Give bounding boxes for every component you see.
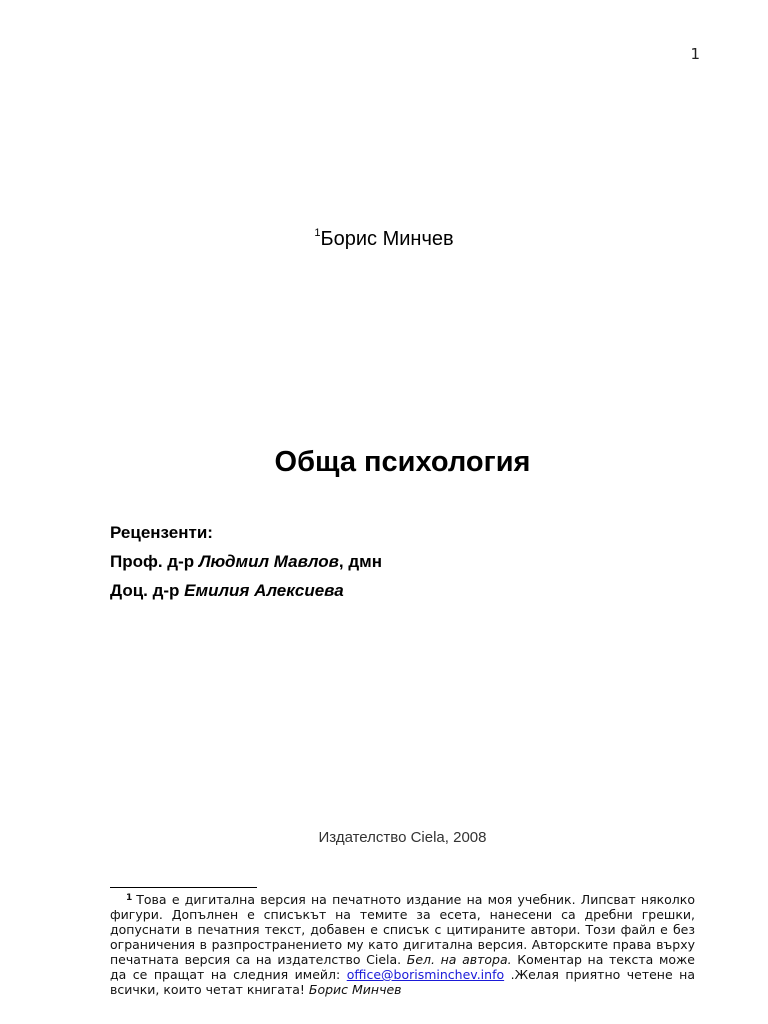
- footnote-closing: .Желая приятно четене на всички, които четат книгата!: [110, 967, 695, 997]
- footnote-separator: [110, 887, 257, 888]
- page-number: 1: [690, 45, 700, 63]
- reviewer-second: [110, 576, 382, 605]
- footnote: [110, 892, 695, 997]
- author-footnote-marker[interactable]: 1: [314, 227, 321, 239]
- footnote-marker: 1: [126, 893, 133, 903]
- footnote-note-label: Бел. на автора.: [406, 952, 512, 967]
- footnote-email-link[interactable]: office@borisminchev.info: [346, 967, 505, 982]
- reviewers-heading: Рецензенти:: [110, 523, 213, 542]
- author-line: [0, 228, 768, 251]
- reviewers-block: [110, 518, 382, 605]
- reviewer-second-title: Доц. д-р: [110, 581, 185, 600]
- footnote-signature: Борис Минчев: [308, 982, 402, 997]
- reviewer-second-name: Емилия Алексиева: [184, 581, 344, 600]
- book-title: Обща психология: [274, 446, 531, 478]
- publisher-line: Издателство Ciela, 2008: [318, 829, 487, 846]
- footnote-text: Това е дигитална версия на печатното издание на моя учебник. Липсват няколко фигури. Допълнен е списъкът на темите за есета, нанесени са дребни грешки, допуснати в печатния текст, добавен е списък с цитираните автори. Този файл е без ограничения в разпространението му като дигитална версия. Авторските права върху печатната версия са на издателство Ciela.: [110, 892, 695, 967]
- reviewer-first: [110, 547, 382, 576]
- reviewer-first-title: Проф. д-р: [110, 552, 199, 571]
- author-name: Борис Минчев: [320, 228, 454, 250]
- reviewer-first-degree: , дмн: [338, 552, 382, 571]
- footnote-comment-text: Коментар на текста може да се пращат на следния имейл:: [110, 952, 695, 982]
- reviewer-first-name: Людмил Мавлов: [198, 552, 339, 571]
